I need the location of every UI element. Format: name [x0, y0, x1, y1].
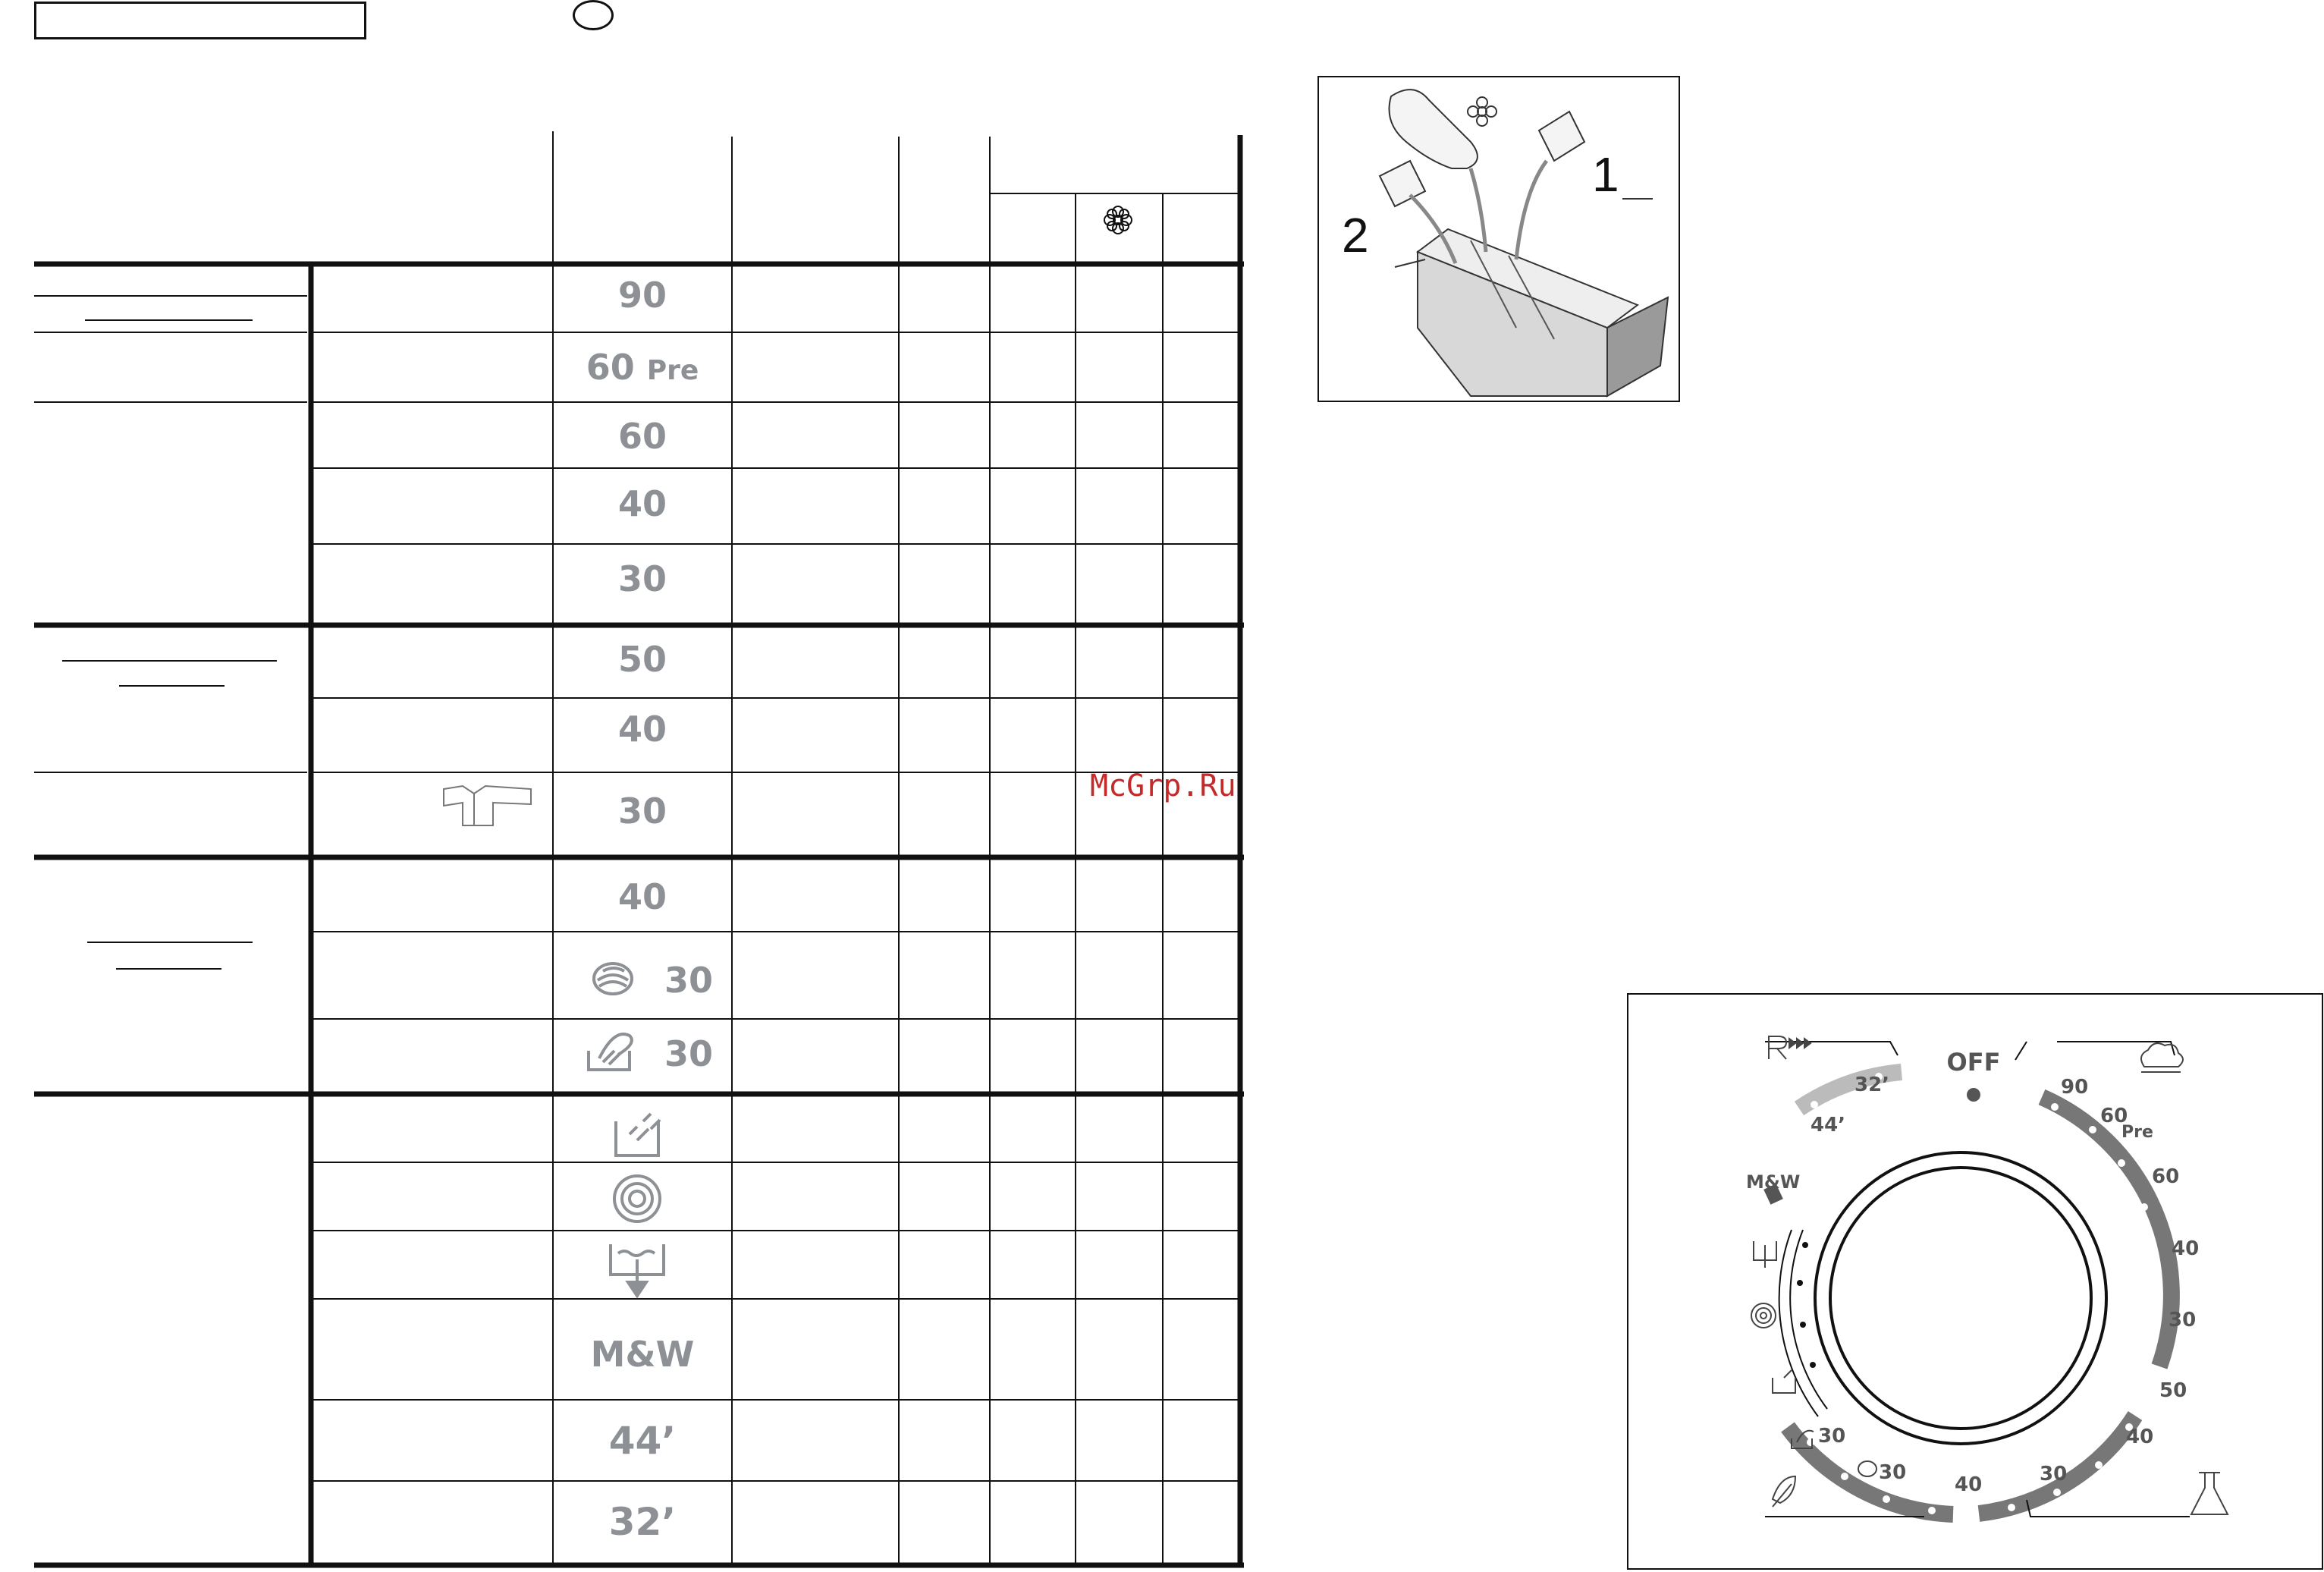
dial-knob-inner: [1830, 1168, 2091, 1429]
synthetics-icon: [2191, 1473, 2228, 1514]
drain-icon: [611, 1244, 664, 1296]
spin-icon: [1751, 1303, 1776, 1328]
dial-label-hand-30: 30: [1818, 1425, 1846, 1448]
dial-label-40: 40: [2172, 1237, 2200, 1260]
watermark: McGrp.Ru: [1090, 769, 1236, 803]
dial-label-32: 32’: [1854, 1074, 1890, 1096]
dial-label-wool-30: 30: [1879, 1461, 1907, 1484]
shirt-icon: [444, 786, 531, 825]
dial-label-pre: Pre: [2121, 1123, 2153, 1142]
row-11-temp: 30: [664, 1033, 713, 1074]
dial-label-40c: 40: [1955, 1473, 1983, 1496]
wool-icon: [1858, 1461, 1876, 1476]
delicate-icon: [1773, 1476, 1795, 1507]
row-6-temp: 50: [617, 639, 667, 680]
row-7-temp: 40: [617, 709, 667, 750]
dial-label-50: 50: [2159, 1379, 2187, 1402]
row-8-temp: 30: [617, 791, 667, 832]
dial-label-44: 44’: [1811, 1114, 1846, 1137]
row-16-temp: 44’: [608, 1419, 677, 1463]
row-9-temp: 40: [617, 876, 667, 917]
drain-icon: [1754, 1241, 1776, 1268]
compartment-1-label: 1: [1592, 147, 1619, 202]
dial-label-40b: 40: [2126, 1426, 2154, 1448]
compartment-2-label: 2: [1342, 208, 1369, 263]
row-15-temp: M&W: [590, 1334, 695, 1375]
flower-icon: [1104, 206, 1132, 234]
dial-label-mw: M&W: [1746, 1171, 1801, 1193]
dial-label-90: 90: [2061, 1076, 2089, 1099]
program-selector-dial: [1627, 993, 2323, 1570]
row-17-temp: 32’: [608, 1500, 677, 1544]
rapid-icon: [1769, 1036, 1811, 1059]
row-10-temp: 30: [664, 960, 713, 1001]
dial-label-30: 30: [2169, 1309, 2197, 1331]
dial-label-60: 60: [2152, 1165, 2180, 1188]
spin-icon: [614, 1176, 660, 1221]
dial-off-label: OFF: [1946, 1048, 2001, 1077]
cotton-icon: [2141, 1043, 2183, 1072]
row-2-temp: 60 Pre: [586, 347, 699, 388]
flower-icon: [1468, 97, 1496, 126]
row-5-temp: 30: [617, 558, 667, 599]
rinse-icon: [616, 1114, 660, 1155]
row-4-temp: 40: [617, 483, 667, 524]
row-1-temp: 90: [617, 275, 667, 316]
detergent-dispenser-illustration: [1317, 76, 1680, 402]
dial-label-30b: 30: [2040, 1463, 2068, 1486]
rinse-icon: [1773, 1370, 1795, 1393]
row-3-temp: 60: [617, 416, 667, 457]
dial-label-60pre: 60: [2100, 1105, 2128, 1127]
